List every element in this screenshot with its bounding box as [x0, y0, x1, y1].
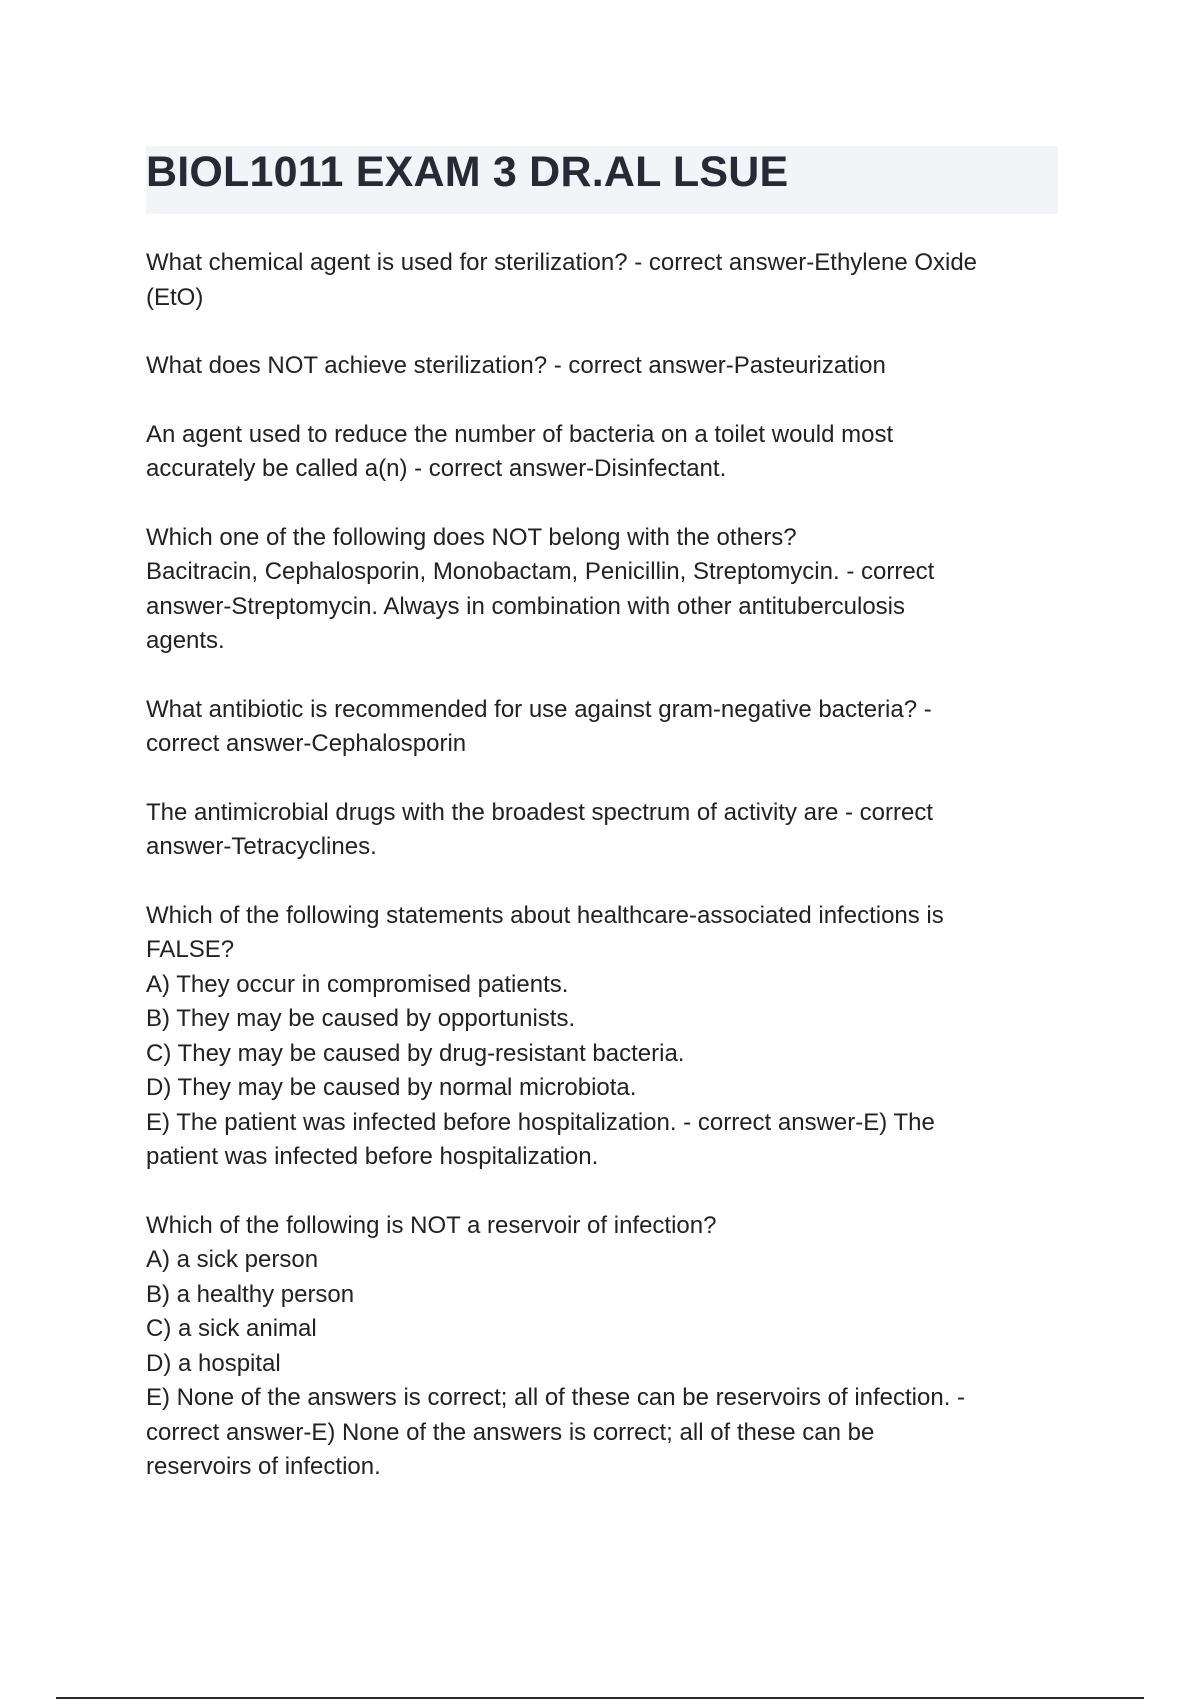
- question-answer-8: Which of the following is NOT a reservoir of infection? A) a sick person B) a healthy person C) a sick animal D) a hospital E) None of the answers is correct; all of these can be reservoirs of infection. - correct answer-E) None of the answers is correct; all of these can be reservoirs of infection.: [146, 1211, 966, 1480]
- document-title: BIOL1011 EXAM 3 DR.AL LSUE: [146, 148, 789, 196]
- question-answer-2: What does NOT achieve sterilization? - correct answer-Pasteurization: [146, 352, 886, 379]
- question-answer-5: What antibiotic is recommended for use against gram-negative bacteria? - correct answer-Cephalosporin: [146, 695, 932, 757]
- question-answer-6: The antimicrobial drugs with the broadest spectrum of activity are - correct answer-Tetracyclines.: [146, 798, 933, 860]
- question-answer-3: An agent used to reduce the number of bacteria on a toilet would most accurately be called a(n) - correct answer-Disinfectant.: [146, 420, 894, 482]
- question-answer-4: Which one of the following does NOT belong with the others? Bacitracin, Cephalosporin, Monobactam, Penicillin, Streptomycin. - correct answer-Streptomycin. Always in combination with other antituberculosis agents.: [146, 523, 935, 654]
- question-list: [146, 246, 1061, 1519]
- footer-divider: [56, 1697, 1144, 1699]
- question-answer-7: Which of the following statements about healthcare-associated infections is FALSE? A) They occur in compromised patients. B) They may be caused by opportunists. C) They may be caused by drug-resistant bacteria. D) They may be caused by normal microbiota. E) The patient was infected before hospitalization. - correct answer-E) The patient was infected before hospitalization.: [146, 901, 944, 1170]
- question-answer-1: What chemical agent is used for sterilization? - correct answer-Ethylene Oxide (EtO): [146, 249, 978, 311]
